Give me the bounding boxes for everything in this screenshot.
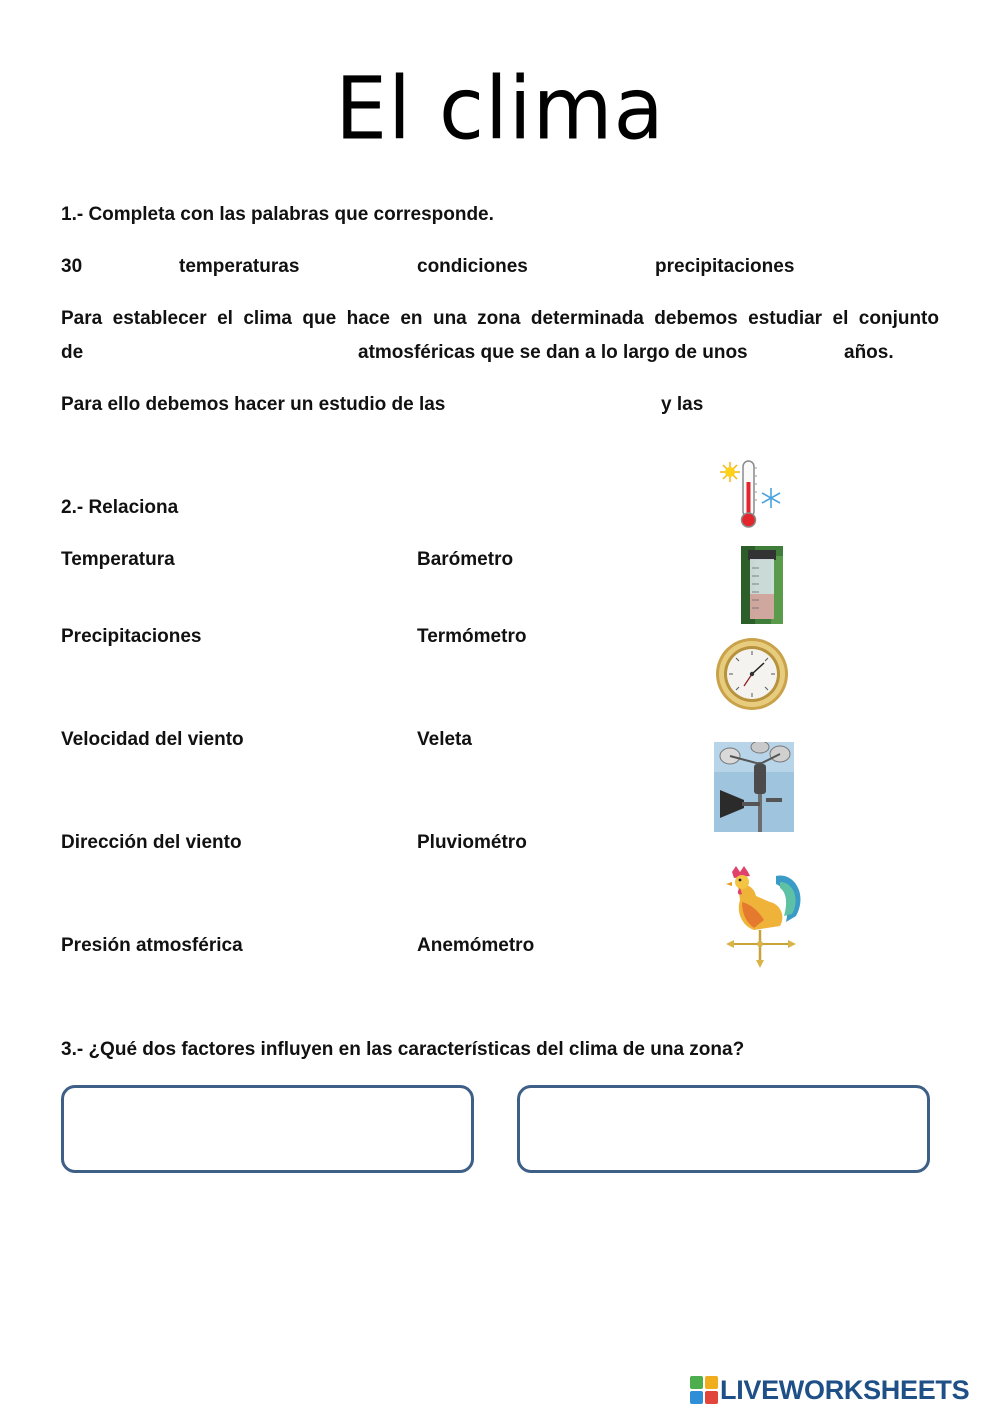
page-title: El clima: [335, 59, 665, 160]
match-right-item[interactable]: Veleta: [417, 729, 472, 750]
paragraph-1-end: años.: [844, 342, 894, 363]
blank-input-temperaturas[interactable]: [474, 392, 658, 420]
match-left-item[interactable]: Dirección del viento: [61, 832, 242, 853]
blank-input-condiciones[interactable]: [95, 340, 354, 368]
word-bank-item: condiciones: [417, 256, 528, 277]
barometer-icon[interactable]: [714, 636, 790, 718]
paragraph-1-line-1: Para establecer el clima que hace en una zona determinada debemos estudiar el conjunto: [61, 308, 939, 329]
weathervane-rooster-icon[interactable]: [724, 864, 806, 974]
answer-box-1[interactable]: [61, 1085, 474, 1173]
anemometer-icon[interactable]: [714, 742, 794, 838]
match-right-item[interactable]: Termómetro: [417, 626, 527, 647]
match-right-item[interactable]: Barómetro: [417, 549, 514, 570]
match-left-item[interactable]: Presión atmosférica: [61, 935, 243, 956]
word-bank-item: temperaturas: [179, 256, 300, 277]
paragraph-2-start: Para ello debemos hacer un estudio de las: [61, 394, 446, 415]
paragraph-1-middle: atmosféricas que se dan a lo largo de unos: [358, 342, 748, 363]
liveworksheets-logo: [690, 1374, 969, 1406]
liveworksheets-logo-icon: [690, 1376, 718, 1404]
thermometer-icon[interactable]: [718, 458, 784, 536]
paragraph-1-de: de: [61, 342, 84, 363]
exercise-2-heading: 2.- Relaciona: [61, 497, 179, 518]
match-right-item[interactable]: Pluviométro: [417, 832, 527, 853]
match-right-item[interactable]: Anemómetro: [417, 935, 535, 956]
liveworksheets-logo-text: LIVEWORKSHEETS: [720, 1374, 970, 1405]
word-bank-item: 30: [61, 256, 83, 277]
blank-input-years[interactable]: [778, 340, 842, 368]
exercise-3-heading: 3.- ¿Qué dos factores influyen en las características del clima de una zona?: [61, 1039, 745, 1060]
match-left-item[interactable]: Temperatura: [61, 549, 175, 570]
answer-box-2[interactable]: [517, 1085, 930, 1173]
paragraph-2-end: y las: [661, 394, 704, 415]
match-left-item[interactable]: Velocidad del viento: [61, 729, 244, 750]
word-bank-item: precipitaciones: [655, 256, 795, 277]
match-left-item[interactable]: Precipitaciones: [61, 626, 202, 647]
rain-gauge-icon[interactable]: [741, 546, 783, 630]
blank-input-precipitaciones[interactable]: [712, 392, 936, 420]
exercise-1-heading: 1.- Completa con las palabras que corresponde.: [61, 204, 494, 225]
